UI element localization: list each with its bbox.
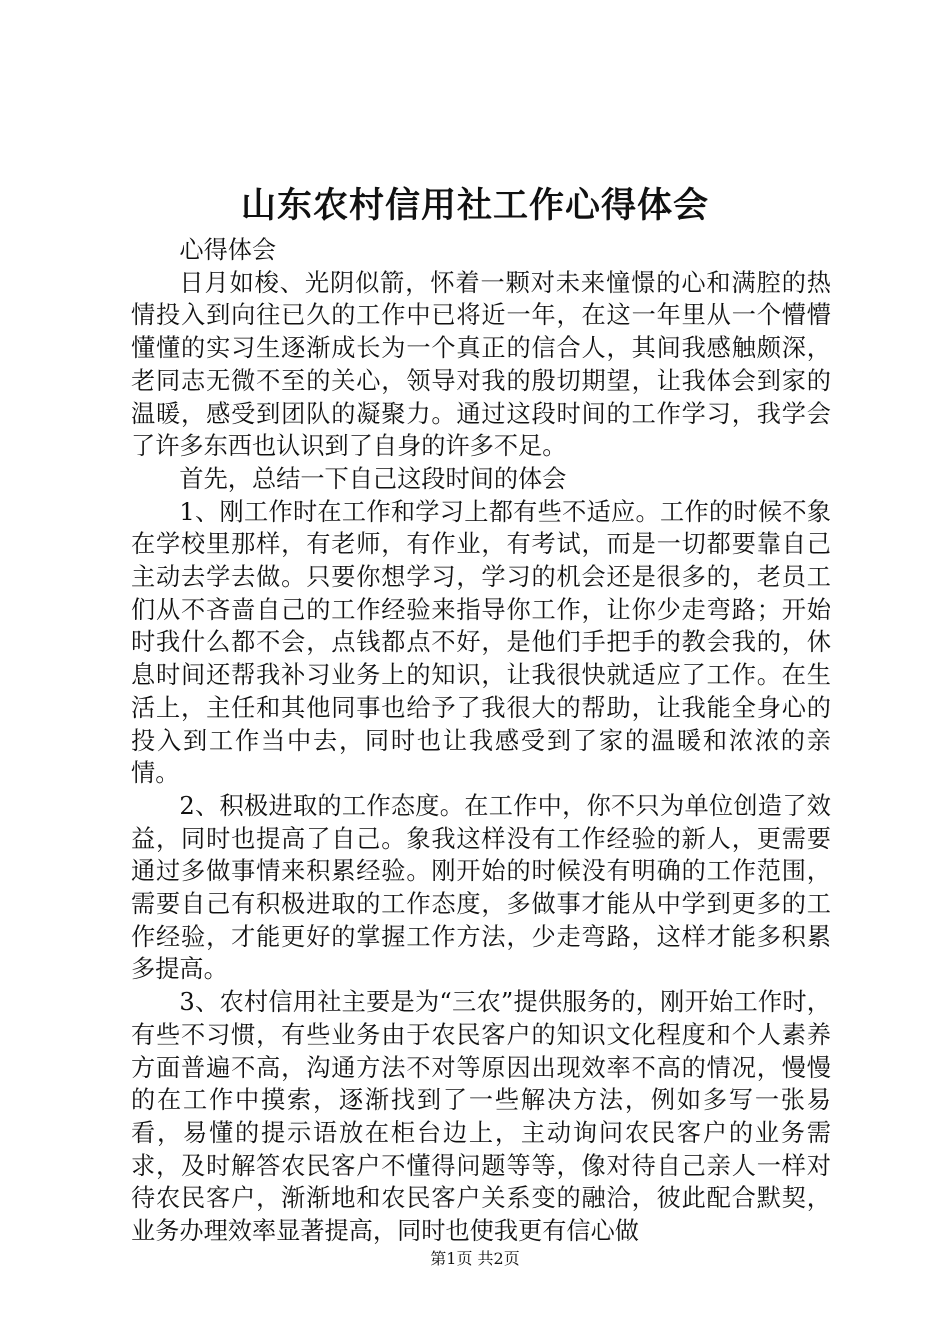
paragraph-point-1: 1、刚工作时在工作和学习上都有些不适应。工作的时候不象在学校里那样，有老师，有作业，有考试，而是一切都要靠自己主动去学去做。只要你想学习，学习的机会还是很多的，老员工们从不吝啬自己的工作经验来指导你工作，让你少走弯路；开始时我什么都不会，点钱都点不好，是他们手把手的教会我的，休息时间还帮我补习业务上的知识，让我很快就适应了工作。在生活上，主任和其他同事也给予了我很大的帮助，让我能全身心的投入到工作当中去，同时也让我感受到了家的温暖和浓浓的亲情。 [131, 497, 831, 788]
paragraph-intro: 日月如梭、光阴似箭，怀着一颗对未来憧憬的心和满腔的热情投入到向往已久的工作中已将近一年，在这一年里从一个懵懵懂懂的实习生逐渐成长为一个真正的信合人，其间我感触颇深，老同志无微不至的关心，领导对我的殷切期望，让我体会到家的温暖，感受到团队的凝聚力。通过这段时间的工作学习，我学会了许多东西也认识到了自身的许多不足。 [131, 268, 831, 461]
page-number-footer: 第1页 共2页 [430, 1249, 520, 1268]
paragraph-point-2: 2、积极进取的工作态度。在工作中，你不只为单位创造了效益，同时也提高了自己。象我这样没有工作经验的新人，更需要通过多做事情来积累经验。刚开始的时候没有明确的工作范围，需要自己有积极进取的工作态度，多做事才能从中学到更多的工作经验，才能更好的掌握工作方法，少走弯路，这样才能多积累多提高。 [131, 791, 831, 984]
paragraph-summary-heading: 首先，总结一下自己这段时间的体会 [179, 464, 567, 493]
document-title: 山东农村信用社工作心得体会 [240, 185, 709, 226]
paragraph-point-3: 3、农村信用社主要是为“三农”提供服务的，刚开始工作时，有些不习惯，有些业务由于农民客户的知识文化程度和个人素养方面普遍不高，沟通方法不对等原因出现效率不高的情况，慢慢的在工作中摸索，逐渐找到了一些解决方法，例如多写一张易看，易懂的提示语放在柜台边上，主动询问农民客户的业务需求，及时解答农民客户不懂得问题等等，像对待自己亲人一样对待农民客户，渐渐地和农民客户关系变的融洽，彼此配合默契，业务办理效率显著提高，同时也使我更有信心做 [131, 988, 831, 1246]
paragraph-subtitle: 心得体会 [179, 236, 277, 264]
document-body [131, 234, 831, 1248]
